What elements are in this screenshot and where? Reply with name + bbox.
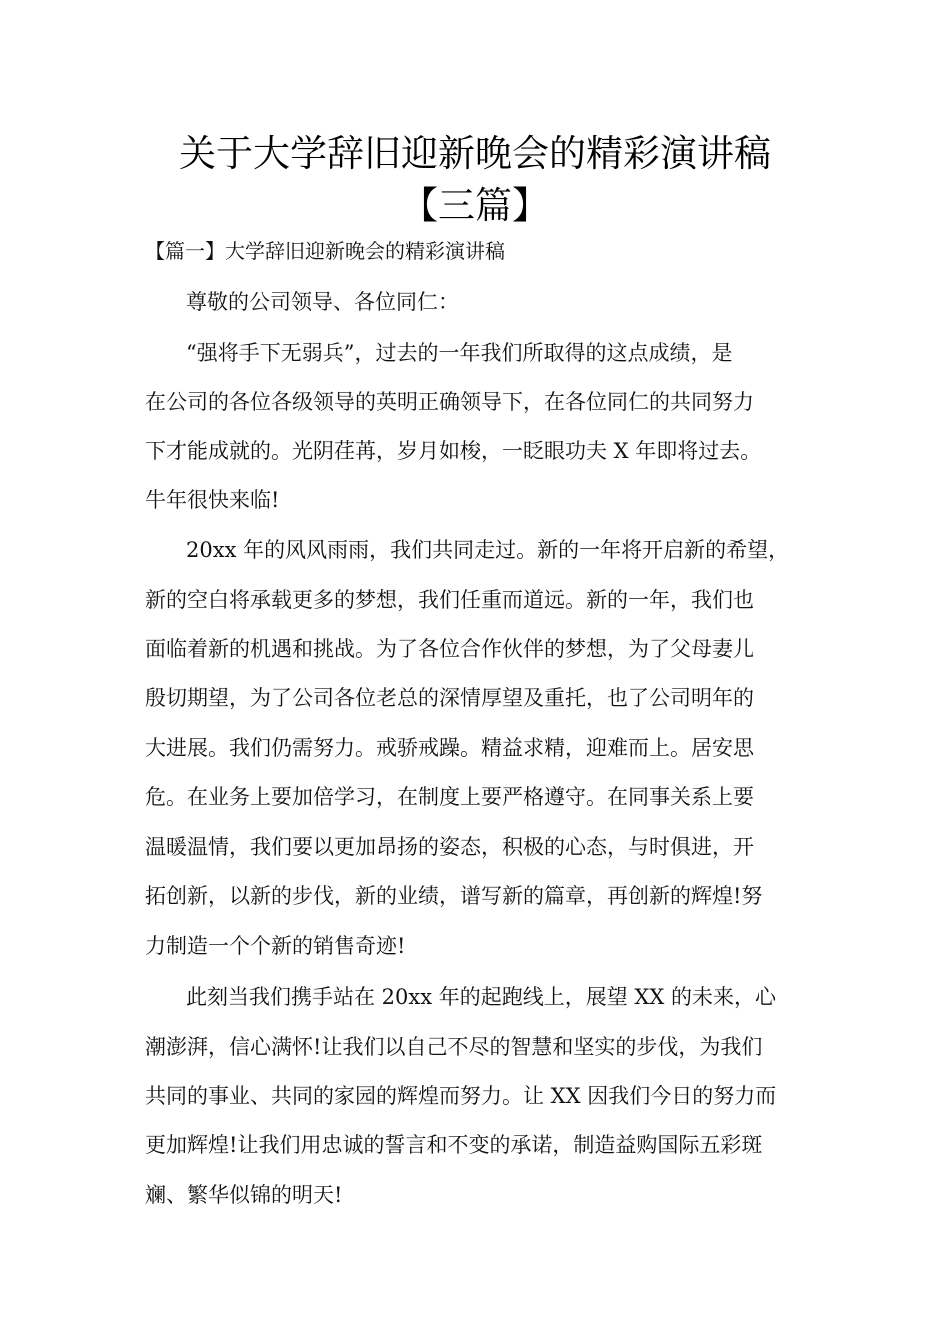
paragraph-3-line-5: 斓、繁华似锦的明天! [145, 1183, 343, 1207]
document-title-line-2: 【三篇】 [401, 184, 549, 227]
paragraph-1-line-1: “强将手下无弱兵”，过去的一年我们所取得的这点成绩，是 [186, 341, 733, 365]
paragraph-2-line-5: 大进展。我们仍需努力。戒骄戒躁。精益求精，迎难而上。居安思 [145, 736, 754, 760]
document-title-line-1: 关于大学辞旧迎新晚会的精彩演讲稿 [179, 132, 771, 175]
paragraph-3-line-3: 共同的事业、共同的家园的辉煌而努力。让 XX 因我们今日的努力而 [145, 1084, 777, 1108]
salutation: 尊敬的公司领导、各位同仁： [186, 290, 459, 314]
paragraph-1-line-4: 牛年很快来临! [145, 488, 280, 512]
paragraph-3-line-4: 更加辉煌!让我们用忠诚的誓言和不变的承诺，制造益购国际五彩斑 [145, 1133, 763, 1157]
paragraph-2-line-9: 力制造一个个新的销售奇迹! [145, 934, 406, 958]
paragraph-3-line-2: 潮澎湃，信心满怀!让我们以自己不尽的智慧和坚实的步伐，为我们 [145, 1035, 763, 1059]
section-heading: 【篇一】大学辞旧迎新晚会的精彩演讲稿 [145, 239, 505, 263]
paragraph-3-line-1: 此刻当我们携手站在 20xx 年的起跑线上，展望 XX 的未来，心 [186, 985, 777, 1009]
paragraph-2-line-1: 20xx 年的风风雨雨，我们共同走过。新的一年将开启新的希望， [186, 538, 790, 562]
paragraph-2-line-8: 拓创新，以新的步伐，新的业绩，谱写新的篇章，再创新的辉煌!努 [145, 884, 763, 908]
paragraph-1-line-3: 下才能成就的。光阴荏苒，岁月如梭，一眨眼功夫 X 年即将过去。 [145, 439, 762, 463]
paragraph-1-line-2: 在公司的各位各级领导的英明正确领导下，在各位同仁的共同努力 [145, 390, 754, 414]
paragraph-2-line-3: 面临着新的机遇和挑战。为了各位合作伙伴的梦想，为了父母妻儿 [145, 637, 754, 661]
paragraph-2-line-7: 温暖温情，我们要以更加昂扬的姿态，积极的心态，与时俱进，开 [145, 835, 754, 859]
paragraph-2-line-4: 殷切期望，为了公司各位老总的深情厚望及重托，也了公司明年的 [145, 686, 754, 710]
paragraph-2-line-6: 危。在业务上要加倍学习，在制度上要严格遵守。在同事关系上要 [145, 785, 754, 809]
paragraph-2-line-2: 新的空白将承载更多的梦想，我们任重而道远。新的一年，我们也 [145, 588, 754, 612]
